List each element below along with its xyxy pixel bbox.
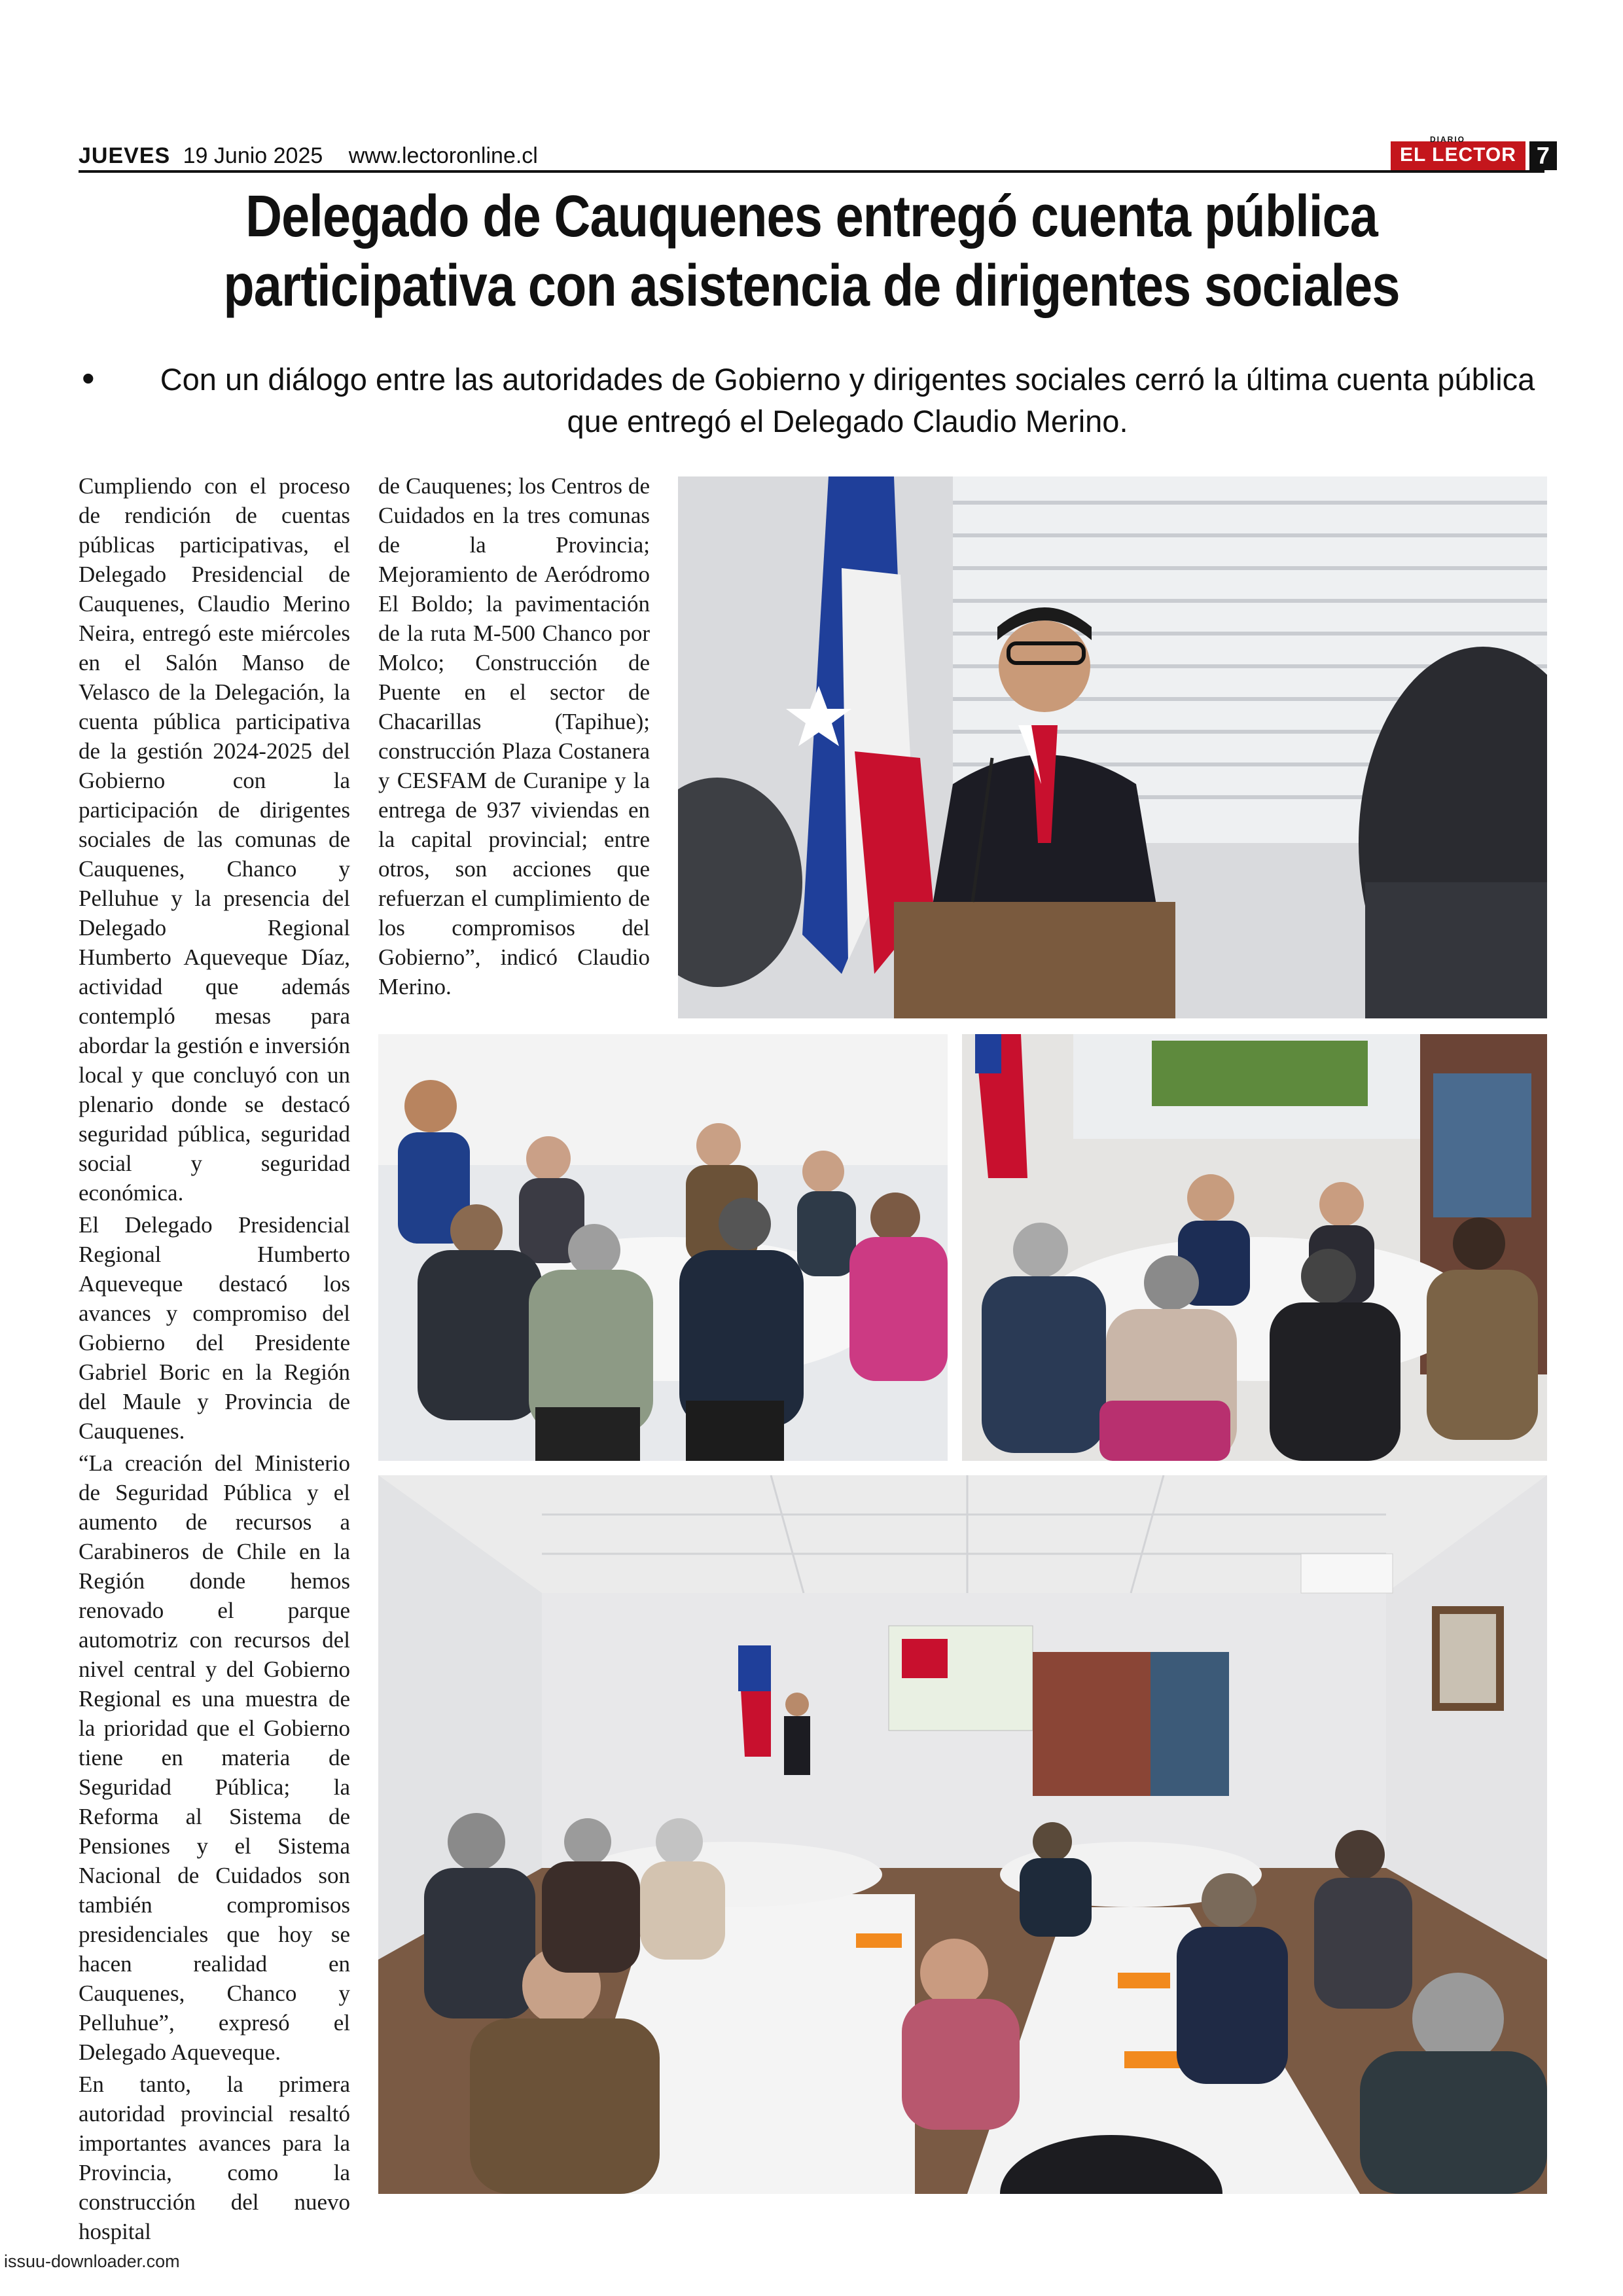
header-date: 19 Junio 2025: [183, 143, 323, 168]
article-column-2: [378, 471, 650, 1004]
photo-room-overview: [378, 1475, 1547, 2194]
subtitle-bullet: •: [82, 357, 95, 399]
header-day: JUEVES: [79, 143, 171, 168]
page-header: [79, 139, 1544, 173]
photo-meeting-table-2: [962, 1034, 1547, 1461]
headline-line-2: participativa con asistencia de dirigentes sociales: [223, 253, 1400, 319]
brand-name: EL LECTOR: [1400, 144, 1516, 166]
header-website[interactable]: www.lectoronline.cl: [348, 143, 538, 168]
paragraph: “La creación del Ministerio de Seguridad Pública y el aumento de recursos a Carabineros de Chile en la Región donde hemos renovado el parque automotriz con recursos del nivel central y del Gobierno Regional es una muestra de la prioridad que el Gobierno tiene en materia de Seguridad Pública; la Reforma al Sistema de Pensiones y el Sistema Nacional de Cuidados son también compromisos presidenciales que hoy se hacen realidad en Cauquenes, Chanco y Pelluhue”, expresó el Delegado Aqueveque.: [79, 1450, 350, 2065]
paragraph: En tanto, la primera autoridad provincial resaltó importantes avances para la Provincia, como la construcción del nuevo hospital: [79, 2072, 350, 2244]
brand-logo: [1391, 135, 1525, 170]
paragraph: El Delegado Presidencial Regional Humberto Aqueveque destacó los avances y compromiso del Gobierno del Presidente Gabriel Boric en la Región del Maule y Provincia de Cauquenes.: [79, 1212, 350, 1444]
paragraph: de Cauquenes; los Centros de Cuidados en la tres comunas de la Provincia; Mejoramiento de Aeródromo El Boldo; la pavimentación de la ruta M-500 Chanco por Molco; Construcción de Puente en el sector de Chacarillas (Tapihue); construcción Plaza Costanera y CESFAM de Curanipe y la entrega de 937 viviendas en la capital provincial; entre otros, son acciones que refuerzan el cumplimiento de los compromisos del Gobierno”, indicó Claudio Merino.: [378, 473, 650, 999]
footer-source[interactable]: issuu-downloader.com: [4, 2251, 180, 2271]
brand-small-label: DIARIO: [1430, 135, 1465, 144]
headline-line-1: Delegado de Cauquenes entregó cuenta pública: [245, 184, 1378, 249]
page-number: 7: [1529, 141, 1557, 170]
article-headline: [198, 182, 1425, 321]
photo-meeting-table-1: [378, 1034, 948, 1461]
photo-delegate-speaking: [678, 476, 1547, 1018]
header-rule: [79, 170, 1544, 173]
newspaper-logo: [1391, 135, 1557, 170]
paragraph: Cumpliendo con el proceso de rendición de cuentas públicas participativas, el Delegado Presidencial de Cauquenes, Claudio Merino Neira, entregó este miércoles en el Salón Manso de Velasco de la Delegación, la cuenta pública participativa de la gestión 2024-2025 del Gobierno con la participación de dirigentes sociales de las comunas de Cauquenes, Chanco y Pelluhue y la presencia del Delegado Regional Humberto Aqueveque Díaz, actividad que además contempló mesas para abordar la gestión e inversión local y que concluyó con un plenario donde se destacó seguridad pública, seguridad social y seguridad económica.: [79, 473, 350, 1206]
article-column-1: [79, 471, 350, 2249]
article-subtitle: Con un diálogo entre las autoridades de Gobierno y dirigentes sociales cerró la última cuenta pública que entregó el Delegado Claudio Merino.: [160, 362, 1535, 439]
